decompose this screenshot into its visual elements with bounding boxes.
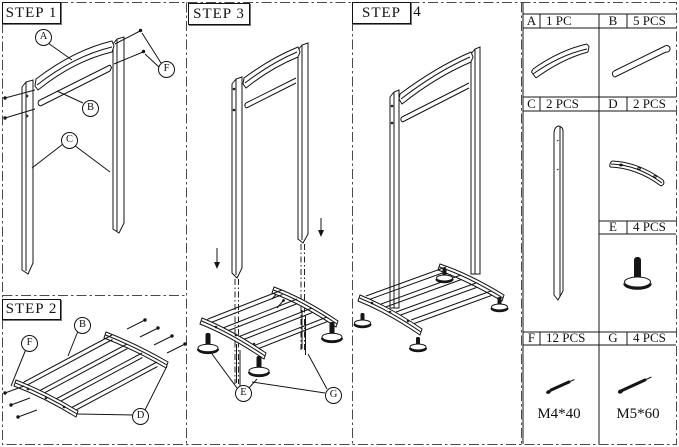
step2-drawing bbox=[3, 318, 186, 418]
part-f-screw-drawing bbox=[545, 380, 574, 395]
part-d-label: D bbox=[608, 96, 618, 111]
part-f-qty: 12 PCS bbox=[546, 330, 586, 345]
part-e-foot-drawing bbox=[625, 257, 651, 289]
step1-drawing bbox=[3, 29, 161, 274]
step1-callout-c: C bbox=[61, 132, 78, 149]
step2-callout-b: B bbox=[74, 317, 91, 334]
step4-base-slats bbox=[366, 267, 492, 325]
part-g-screw-drawing bbox=[617, 377, 651, 394]
step4-title-number: 4 bbox=[413, 3, 421, 20]
step4-drawing bbox=[355, 47, 508, 351]
part-d-qty: 2 PCS bbox=[633, 96, 666, 111]
part-a-qty: 1 PC bbox=[546, 13, 572, 28]
part-g-size: M5*60 bbox=[616, 406, 660, 422]
part-c-qty: 2 PCS bbox=[546, 96, 579, 111]
step3-callout-g: G bbox=[325, 387, 342, 404]
part-e-label: E bbox=[609, 219, 617, 234]
step3-callout-e: E bbox=[235, 385, 252, 402]
part-e-qty: 4 PCS bbox=[633, 219, 666, 234]
part-f-size: M4*40 bbox=[537, 406, 581, 422]
step3-base-slats bbox=[207, 290, 327, 351]
step1-callout-a: A bbox=[35, 29, 52, 46]
part-a-curved-bar-drawing bbox=[532, 44, 590, 78]
step1-title: STEP 1 bbox=[2, 2, 61, 24]
step2-title: STEP 2 bbox=[2, 299, 61, 320]
part-c-post-drawing bbox=[554, 126, 563, 300]
step2-callout-f: F bbox=[21, 335, 38, 352]
part-d-rail-drawing bbox=[610, 161, 664, 186]
step1-callout-f: F bbox=[158, 61, 175, 78]
step2-screws bbox=[3, 318, 186, 418]
part-g-label: G bbox=[608, 330, 618, 345]
step3-drawing bbox=[198, 43, 342, 393]
step4-title: STEP bbox=[352, 2, 411, 24]
step2-callout-d: D bbox=[132, 408, 149, 425]
part-c-label: C bbox=[527, 96, 536, 111]
part-g-qty: 4 PCS bbox=[633, 330, 666, 345]
step1-callout-b: B bbox=[82, 100, 99, 117]
step3-title: STEP 3 bbox=[188, 3, 250, 25]
part-b-label: B bbox=[608, 13, 618, 28]
part-a-label: A bbox=[526, 13, 537, 28]
part-f-label: F bbox=[527, 330, 536, 345]
part-b-rod-drawing bbox=[612, 45, 670, 77]
part-b-qty: 5 PCS bbox=[633, 13, 666, 28]
